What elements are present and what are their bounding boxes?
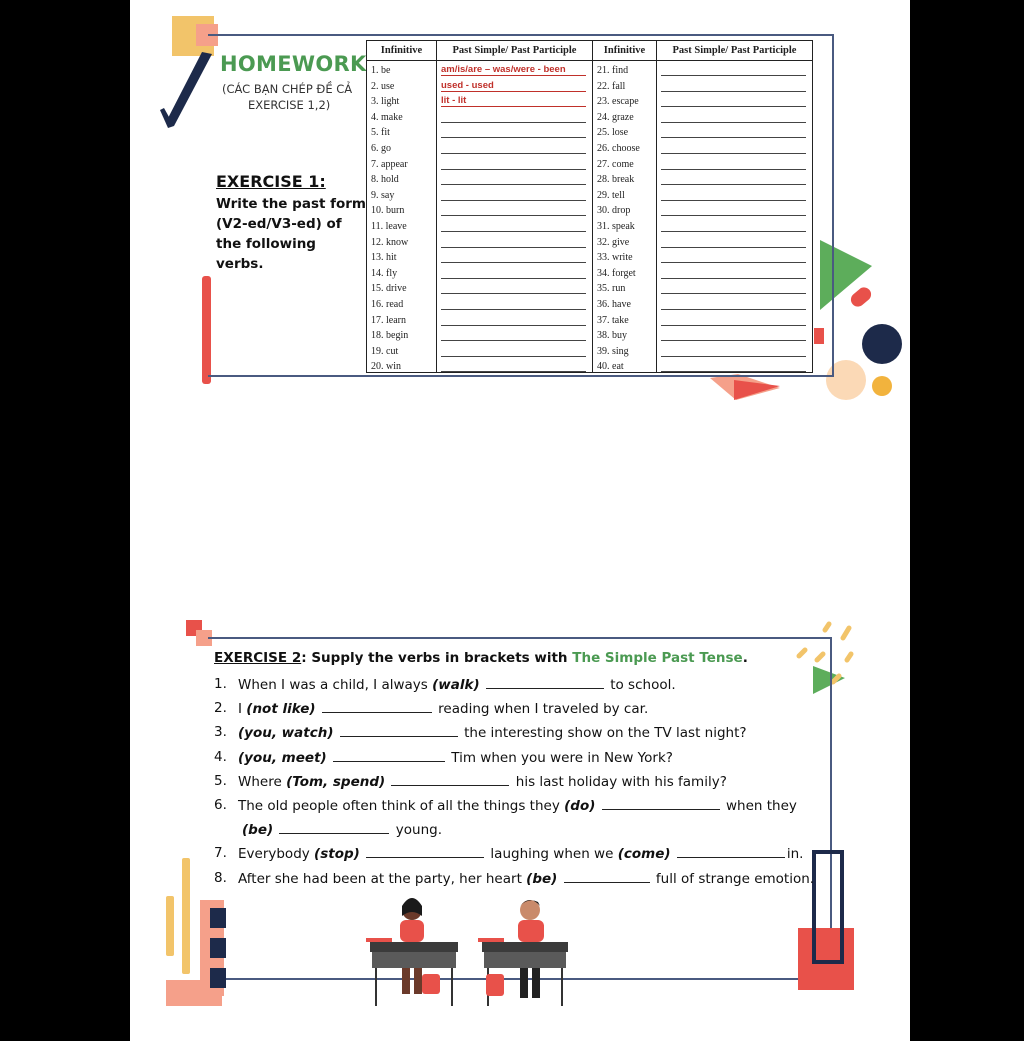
verb-row <box>367 123 813 139</box>
verb-infinitive: 1. be <box>367 61 437 77</box>
verb-infinitive: 3. light <box>367 92 437 108</box>
exercise1-instruction: Write the past form (V2-ed/V3-ed) of the following verbs. <box>216 196 367 272</box>
answer-blank[interactable] <box>441 173 586 185</box>
question-number: 6. <box>214 796 227 813</box>
answer-blank[interactable] <box>441 329 586 341</box>
answer-blank[interactable] <box>661 204 806 216</box>
header-past-forms: Past Simple/ Past Participle <box>437 41 593 61</box>
answer-blank[interactable] <box>366 843 484 858</box>
answer-blank[interactable] <box>441 111 586 123</box>
verb-row <box>367 310 813 326</box>
question-fragment: The old people often think of all the things they <box>238 797 565 814</box>
verb-infinitive: 21. find <box>593 61 657 77</box>
question-fragment <box>385 774 389 790</box>
question-fragment <box>334 725 338 741</box>
answer-blank[interactable] <box>661 220 806 232</box>
answer-blank[interactable] <box>322 698 432 713</box>
verb-infinitive: 35. run <box>593 279 657 295</box>
verb-infinitive: 10. burn <box>367 201 437 217</box>
answer-blank[interactable] <box>661 267 806 279</box>
verb-infinitive: 36. have <box>593 294 657 310</box>
header-infinitive: Infinitive <box>593 41 657 61</box>
verb-answer-cell[interactable] <box>657 279 813 295</box>
verb-answer-cell[interactable] <box>437 61 593 77</box>
question-item <box>214 771 834 795</box>
exercise2-instruction: Supply the verbs in brackets with <box>306 650 573 666</box>
verb-infinitive: 33. write <box>593 248 657 264</box>
question-item <box>214 674 834 698</box>
question-fragment: his last holiday with his family? <box>511 773 727 790</box>
answer-blank[interactable] <box>602 795 720 810</box>
verb-infinitive: 20. win <box>367 357 437 373</box>
verb-infinitive: 13. hit <box>367 248 437 264</box>
question-fragment: laughing when we <box>486 846 618 863</box>
question-text <box>238 795 797 819</box>
answer-blank[interactable] <box>661 314 806 326</box>
question-fragment: Everybody <box>238 846 315 863</box>
verb-infinitive: 23. escape <box>593 92 657 108</box>
answer-blank[interactable] <box>661 251 806 263</box>
answer-blank[interactable] <box>441 158 586 170</box>
homework-subtitle-line2: EXERCISE 1,2) <box>248 98 331 112</box>
verb-answer-cell[interactable] <box>437 294 593 310</box>
verb-answer-cell[interactable] <box>437 185 593 201</box>
question-item <box>214 698 834 722</box>
answer-blank[interactable] <box>661 345 806 357</box>
question-item <box>214 747 834 771</box>
verb-infinitive: 38. buy <box>593 326 657 342</box>
verb-answer-cell[interactable] <box>437 107 593 123</box>
verb-prompt: (not like) <box>246 701 316 718</box>
answer-blank[interactable] <box>677 843 785 858</box>
question-fragment: full of strange emotion. <box>651 870 815 887</box>
question-text <box>238 747 673 771</box>
verb-prompt: (you, meet) <box>238 749 327 766</box>
answer-blank[interactable] <box>279 819 389 834</box>
question-fragment: I <box>238 701 247 718</box>
verb-infinitive: 29. tell <box>593 185 657 201</box>
verb-prompt: (do) <box>564 797 596 814</box>
exercise2 <box>214 650 834 892</box>
question-number: 3. <box>214 724 227 741</box>
verb-answer-cell[interactable] <box>657 357 813 373</box>
answer-blank[interactable] <box>661 360 806 372</box>
verb-infinitive: 12. know <box>367 232 437 248</box>
answer-blank[interactable] <box>661 236 806 248</box>
verb-answer-cell[interactable] <box>437 248 593 264</box>
verb-infinitive: 34. forget <box>593 263 657 279</box>
verb-answer-cell[interactable] <box>437 76 593 92</box>
verb-answer-cell[interactable] <box>657 294 813 310</box>
question-fragment: when they <box>721 797 797 814</box>
verb-answer-cell[interactable] <box>657 248 813 264</box>
answer-blank[interactable] <box>661 282 806 294</box>
verb-row <box>367 154 813 170</box>
verb-infinitive: 22. fall <box>593 76 657 92</box>
verb-infinitive: 5. fit <box>367 123 437 139</box>
verb-answer-cell[interactable] <box>437 201 593 217</box>
verb-answer-cell[interactable] <box>437 216 593 232</box>
verb-answer-cell[interactable] <box>437 341 593 357</box>
answer-blank[interactable] <box>441 282 586 294</box>
verb-prompt: (be) <box>242 822 274 839</box>
verb-infinitive: 39. sing <box>593 341 657 357</box>
answer-blank[interactable] <box>441 220 586 232</box>
answer-blank[interactable]: used - used <box>441 80 586 92</box>
question-item <box>214 819 834 843</box>
verb-answer-cell[interactable] <box>657 170 813 186</box>
verb-answer-cell[interactable] <box>657 326 813 342</box>
verb-infinitive: 14. fly <box>367 263 437 279</box>
answer-blank[interactable] <box>441 126 586 138</box>
homework-subtitle-line1: (CÁC BẠN CHÉP ĐỀ CẢ <box>222 82 353 96</box>
answer-blank[interactable] <box>661 111 806 123</box>
question-fragment: young. <box>391 822 442 839</box>
answer-blank[interactable] <box>661 298 806 310</box>
question-number: 4. <box>214 748 227 765</box>
question-fragment: reading when I traveled by car. <box>433 701 649 718</box>
verb-row <box>367 248 813 264</box>
verb-infinitive: 17. learn <box>367 310 437 326</box>
answer-blank[interactable] <box>441 267 586 279</box>
verb-infinitive: 25. lose <box>593 123 657 139</box>
question-item <box>214 795 834 819</box>
verb-row <box>367 92 813 108</box>
verb-answer-cell[interactable] <box>657 92 813 108</box>
verb-table <box>366 40 813 373</box>
answer-blank[interactable] <box>661 189 806 201</box>
header-infinitive: Infinitive <box>367 41 437 61</box>
answer-blank[interactable] <box>661 64 806 76</box>
verb-infinitive: 24. graze <box>593 107 657 123</box>
verb-infinitive: 27. come <box>593 154 657 170</box>
exercise2-question-list <box>214 674 834 892</box>
verb-row <box>367 138 813 154</box>
verb-row <box>367 76 813 92</box>
verb-answer-cell[interactable] <box>437 326 593 342</box>
verb-row <box>367 341 813 357</box>
verb-row <box>367 232 813 248</box>
verb-infinitive: 6. go <box>367 138 437 154</box>
answer-blank[interactable] <box>441 314 586 326</box>
answer-blank[interactable] <box>661 329 806 341</box>
verb-infinitive: 2. use <box>367 76 437 92</box>
question-text <box>238 674 676 698</box>
exercise2-colon: : <box>301 650 307 666</box>
exercise1-title: EXERCISE 1: <box>216 172 326 191</box>
question-text <box>238 843 803 867</box>
verb-infinitive: 16. read <box>367 294 437 310</box>
verb-answer-cell[interactable] <box>437 123 593 139</box>
verb-infinitive: 26. choose <box>593 138 657 154</box>
question-fragment <box>671 846 675 862</box>
verb-infinitive: 8. hold <box>367 170 437 186</box>
question-number <box>214 819 238 843</box>
answer-blank[interactable] <box>441 345 586 357</box>
question-fragment <box>327 750 331 766</box>
verb-answer-cell[interactable] <box>657 138 813 154</box>
answer-blank[interactable] <box>661 126 806 138</box>
answer-blank[interactable] <box>661 158 806 170</box>
verb-row <box>367 216 813 232</box>
answer-blank[interactable]: lit - lit <box>441 95 586 107</box>
verb-row <box>367 61 813 77</box>
verb-answer-cell[interactable] <box>437 263 593 279</box>
verb-answer-cell[interactable] <box>657 232 813 248</box>
question-fragment <box>557 871 561 887</box>
verb-row <box>367 294 813 310</box>
verb-answer-cell[interactable] <box>657 123 813 139</box>
verb-answer-cell[interactable] <box>657 310 813 326</box>
verb-answer-cell[interactable] <box>437 138 593 154</box>
verb-answer-cell[interactable] <box>437 170 593 186</box>
verb-row <box>367 326 813 342</box>
verb-prompt: (stop) <box>314 846 360 863</box>
question-number: 8. <box>214 869 227 886</box>
verb-infinitive: 9. say <box>367 185 437 201</box>
students-illustration <box>362 888 574 1008</box>
question-item <box>214 843 834 867</box>
verb-answer-cell[interactable] <box>657 341 813 357</box>
verb-row <box>367 107 813 123</box>
verb-answer-cell[interactable] <box>657 76 813 92</box>
question-fragment <box>480 677 484 693</box>
verb-answer-cell[interactable] <box>657 61 813 77</box>
answer-blank[interactable] <box>661 173 806 185</box>
exercise2-tense: The Simple Past Tense <box>572 650 743 666</box>
question-fragment: the interesting show on the TV last night? <box>459 725 747 742</box>
verb-infinitive: 11. leave <box>367 216 437 232</box>
verb-infinitive: 30. drop <box>593 201 657 217</box>
verb-prompt: (walk) <box>432 677 480 693</box>
question-fragment <box>316 701 320 717</box>
verb-answer-cell[interactable] <box>657 216 813 232</box>
verb-answer-cell[interactable] <box>437 310 593 326</box>
verb-answer-cell[interactable] <box>437 232 593 248</box>
answer-blank[interactable] <box>391 771 509 786</box>
question-fragment <box>595 798 599 814</box>
question-fragment: Where <box>238 773 287 790</box>
answer-blank[interactable] <box>661 95 806 107</box>
verb-answer-cell[interactable] <box>657 263 813 279</box>
answer-blank[interactable] <box>340 722 458 737</box>
exercise2-title: EXERCISE 2 <box>214 650 302 666</box>
question-fragment: After she had been at the party, her heart <box>238 870 527 887</box>
verb-infinitive: 31. speak <box>593 216 657 232</box>
question-text <box>238 771 727 795</box>
question-text <box>238 698 648 722</box>
verb-answer-cell[interactable] <box>437 154 593 170</box>
question-fragment <box>360 846 364 862</box>
verb-answer-cell[interactable] <box>437 92 593 108</box>
question-text <box>238 722 747 746</box>
question-number: 1. <box>214 676 227 692</box>
verb-infinitive: 4. make <box>367 107 437 123</box>
verb-table-header <box>367 41 813 61</box>
verb-infinitive: 37. take <box>593 310 657 326</box>
verb-prompt: (you, watch) <box>238 725 334 742</box>
verb-infinitive: 7. appear <box>367 154 437 170</box>
verb-row <box>367 263 813 279</box>
question-number: 5. <box>214 772 227 789</box>
exercise2-heading <box>214 650 834 666</box>
answer-blank[interactable] <box>441 298 586 310</box>
question-fragment: Tim when you were in New York? <box>446 749 673 766</box>
verb-row <box>367 201 813 217</box>
verb-answer-cell[interactable] <box>657 107 813 123</box>
answer-blank[interactable] <box>661 142 806 154</box>
verb-infinitive: 18. begin <box>367 326 437 342</box>
question-fragment: in. <box>786 846 804 863</box>
question-fragment: to school. <box>605 677 676 693</box>
question-number: 2. <box>214 700 227 717</box>
header-past-forms: Past Simple/ Past Participle <box>657 41 813 61</box>
verb-infinitive: 32. give <box>593 232 657 248</box>
question-fragment: When I was a child, I always <box>238 677 433 693</box>
verb-row <box>367 357 813 373</box>
answer-blank[interactable] <box>441 204 586 216</box>
exercise2-period: . <box>742 650 748 666</box>
answer-blank[interactable] <box>441 236 586 248</box>
verb-answer-cell[interactable] <box>657 154 813 170</box>
answer-blank[interactable] <box>333 747 445 762</box>
homework-title: HOMEWORK <box>220 52 367 76</box>
verb-infinitive: 40. eat <box>593 357 657 373</box>
question-item <box>214 722 834 746</box>
question-fragment <box>273 822 277 838</box>
answer-blank[interactable] <box>564 868 650 883</box>
answer-blank[interactable] <box>441 189 586 201</box>
question-text <box>238 819 442 843</box>
verb-infinitive: 19. cut <box>367 341 437 357</box>
verb-prompt: (come) <box>617 846 671 863</box>
verb-answer-cell[interactable] <box>437 357 593 373</box>
verb-row <box>367 279 813 295</box>
verb-row <box>367 185 813 201</box>
answer-blank[interactable] <box>661 80 806 92</box>
verb-answer-cell[interactable] <box>657 185 813 201</box>
verb-infinitive: 28. break <box>593 170 657 186</box>
answer-blank[interactable] <box>441 251 586 263</box>
verb-prompt: (Tom, spend) <box>286 773 386 790</box>
answer-blank[interactable] <box>441 360 586 372</box>
verb-answer-cell[interactable] <box>437 279 593 295</box>
verb-answer-cell[interactable] <box>657 201 813 217</box>
worksheet-page <box>130 0 910 1041</box>
answer-blank[interactable] <box>486 674 604 689</box>
verb-prompt: (be) <box>526 870 558 887</box>
verb-infinitive: 15. drive <box>367 279 437 295</box>
verb-row <box>367 170 813 186</box>
question-number: 7. <box>214 845 227 862</box>
answer-blank[interactable] <box>441 142 586 154</box>
answer-blank[interactable]: am/is/are – was/were - been <box>441 64 586 76</box>
